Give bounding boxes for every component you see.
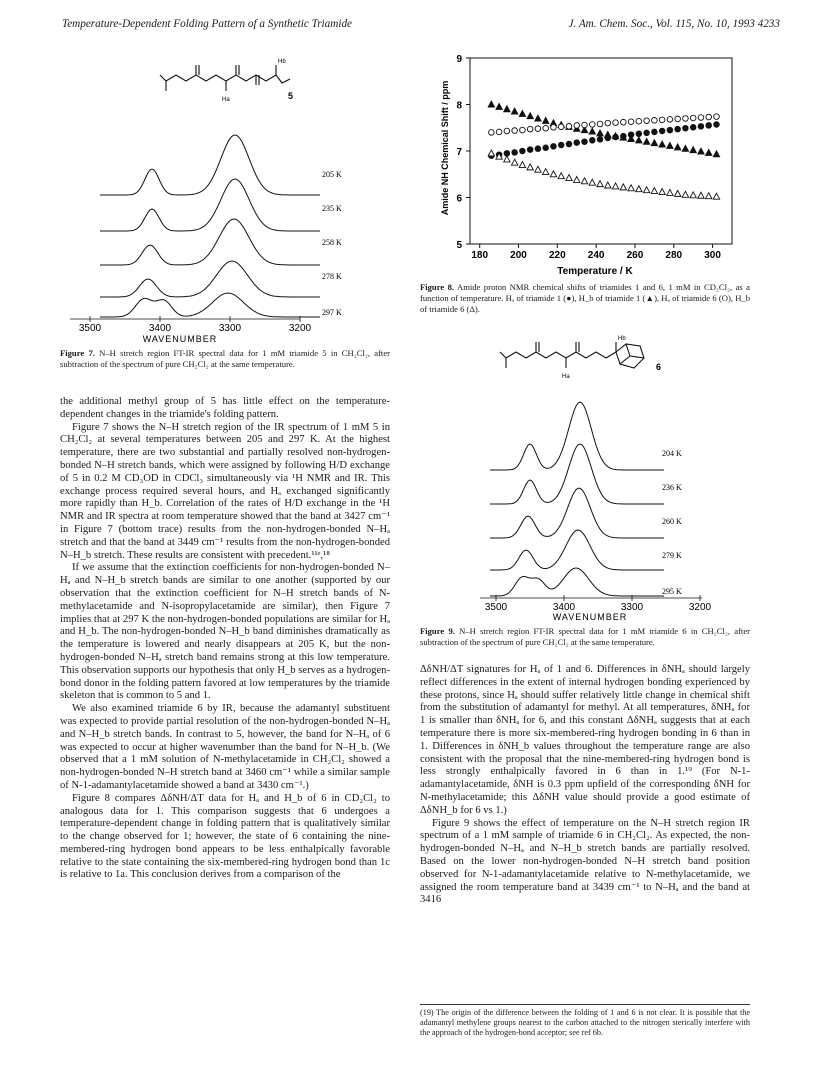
data-point-open-triangle [628, 185, 634, 191]
data-point-filled-circle [675, 126, 681, 132]
data-point-filled-triangle [542, 117, 548, 123]
data-point-filled-circle [597, 137, 603, 143]
data-point-open-circle [535, 126, 541, 132]
left-column [60, 396, 390, 882]
data-point-filled-triangle [682, 145, 688, 151]
right-column [420, 664, 750, 907]
data-point-filled-circle [543, 145, 549, 151]
data-point-open-circle [628, 119, 634, 125]
data-point-filled-circle [535, 146, 541, 152]
data-point-open-triangle [706, 193, 712, 199]
data-point-open-circle [489, 130, 495, 136]
data-point-filled-triangle [504, 106, 510, 112]
data-point-open-triangle [597, 181, 603, 187]
data-point-open-circle [504, 128, 510, 134]
x-tick-label: 180 [471, 250, 489, 261]
data-point-filled-triangle [651, 140, 657, 146]
x-tick-label: 240 [587, 250, 605, 261]
y-axis-label: Amide NH Chemical Shift / ppm [440, 80, 450, 216]
data-point-open-circle [683, 116, 689, 122]
data-point-filled-triangle [706, 149, 712, 155]
axis-tick: 3300 [218, 323, 242, 334]
data-point-filled-triangle [519, 110, 525, 116]
data-point-filled-triangle [535, 115, 541, 121]
data-point-open-triangle [581, 178, 587, 184]
data-point-filled-circle [659, 128, 665, 134]
data-point-filled-triangle [488, 101, 494, 107]
data-point-open-triangle [674, 190, 680, 196]
data-point-open-triangle [527, 164, 533, 170]
trace-label: 236 K [662, 483, 682, 492]
figure-7-caption [60, 348, 390, 370]
data-point-open-circle [543, 125, 549, 131]
data-point-open-circle [512, 128, 518, 134]
x-axis-label: Temperature / K [557, 266, 633, 277]
ir-trace [100, 135, 320, 195]
trace-label: 258 K [322, 238, 342, 247]
data-point-open-triangle [690, 192, 696, 198]
figure-7 [60, 45, 400, 345]
figure-9-caption [420, 626, 750, 648]
data-point-open-triangle [713, 193, 719, 199]
data-point-open-circle [667, 117, 673, 123]
axis-tick: 3400 [148, 323, 172, 334]
data-point-open-circle [652, 118, 658, 124]
running-header-title: Temperature-Dependent Folding Pattern of a Synthetic Triamide [62, 18, 353, 30]
ir-trace [490, 530, 664, 570]
y-tick-label: 9 [456, 54, 462, 65]
data-point-open-triangle [589, 179, 595, 185]
data-point-filled-triangle [713, 151, 719, 157]
data-point-filled-circle [558, 142, 564, 148]
data-point-filled-triangle [690, 147, 696, 153]
data-point-open-circle [605, 120, 611, 126]
axis-tick: 3500 [78, 323, 102, 334]
ir-trace [100, 261, 320, 297]
figure-9 [430, 330, 760, 620]
ir-trace [490, 402, 664, 470]
data-point-filled-circle [566, 141, 572, 147]
data-point-filled-triangle [698, 148, 704, 154]
data-point-open-triangle [504, 156, 510, 162]
data-point-filled-circle [551, 144, 557, 150]
data-point-filled-triangle [597, 130, 603, 136]
atom-label-hb: Hb [618, 336, 626, 342]
data-point-open-triangle [542, 169, 548, 175]
data-point-open-circle [496, 129, 502, 135]
data-point-open-triangle [558, 173, 564, 179]
data-point-open-circle [574, 123, 580, 129]
trace-label: 235 K [322, 204, 342, 213]
data-point-filled-circle [667, 127, 673, 133]
caption-label: Figure 7. [60, 348, 95, 358]
trace-label: 279 K [662, 551, 682, 560]
paragraph: the additional methyl group of 5 has little effect on the temperature-dependent changes in the triamide's folding pattern. [60, 396, 390, 420]
data-point-open-circle [675, 116, 681, 122]
data-point-open-circle [597, 121, 603, 127]
paragraph: We also examined triamide 6 by IR, because the adamantyl substituent was expected to provide partial resolution of the non-hydrogen-bonded N–Hₐ and N–H_b stretch bands. In contrast to 5, however, the band for N–Hₐ of 6 was expected to occur at higher wavenumber than the band for N–H_b. (We observed that a 1 mM solution of N-methylacetamide in CH₂Cl₂ showed a non-hydrogen-bonded N–H stretch band at 3460 cm⁻¹ while a similar sample of N-1-adamantylacetamide showed a band at 3430 cm⁻¹.) [60, 703, 390, 791]
data-point-filled-circle [636, 131, 642, 137]
data-point-filled-circle [714, 122, 720, 128]
axis-tick: 3300 [620, 602, 644, 613]
data-point-open-triangle [511, 159, 517, 165]
data-point-open-circle [527, 126, 533, 132]
caption-text: Amide proton NMR chemical shifts of triamides 1 and 6, 1 mM in CD₂Cl₂, as a function of temperature. Hₐ of triamide 1 (●), H_b of triamide 1 (▲), Hₐ of triamide 6 (O), H_b of triamide 6 (Δ). [420, 282, 750, 314]
data-point-open-circle [706, 114, 712, 120]
data-point-filled-circle [644, 130, 650, 136]
x-tick-label: 260 [626, 250, 644, 261]
axis-tick: 3200 [288, 323, 312, 334]
axis-tick: 3200 [688, 602, 712, 613]
data-point-filled-circle [706, 123, 712, 129]
data-point-open-circle [558, 124, 564, 130]
x-tick-label: 220 [548, 250, 566, 261]
atom-label-ha: Ha [562, 374, 570, 380]
atom-label-hb: Hb [278, 59, 286, 65]
paragraph: ΔδNH/ΔT signatures for Hₐ of 1 and 6. Differences in δNHₐ should largely reflect differences in the extent of internal hydrogen bonding experienced by these protons, since Hₐ should suffer relatively little change in chemical shift from the substitution of adamantyl for methyl. At all temperatures, δNHₐ for 1 is smaller than δNHₐ for 6, and this constant ΔδNHₐ suggests that at each temperature there is more six-membered-ring hydrogen bonding in 6 than in 1. Differences in δNH_b values throughout the temperature range are also consistent with the proposal that the nine-membered-ring hydrogen bond is less strongly enthalpically favored in 6 than in 1.¹⁹ (For N-1-adamantylacetamide, δNH is 0.3 ppm upfield of the corresponding δNH for N-methylacetamide; this ΔδNH value should provide a good estimate of ΔδNH_b for 6 vs 1.) [420, 664, 750, 816]
data-point-open-circle [714, 114, 720, 120]
data-point-filled-triangle [527, 113, 533, 119]
ir-trace [490, 444, 664, 504]
data-point-filled-triangle [659, 141, 665, 147]
data-point-filled-circle [589, 138, 595, 144]
data-point-open-circle [644, 118, 650, 124]
data-point-filled-triangle [643, 138, 649, 144]
y-tick-label: 7 [456, 147, 462, 158]
ir-trace [100, 219, 320, 265]
data-point-open-triangle [659, 189, 665, 195]
data-point-filled-triangle [667, 142, 673, 148]
data-point-open-triangle [566, 175, 572, 181]
axis-label: WAVENUMBER [552, 612, 628, 620]
compound-number: 5 [288, 91, 294, 101]
x-tick-label: 280 [665, 250, 683, 261]
trace-label: 204 K [662, 449, 682, 458]
running-header-journal: J. Am. Chem. Soc., Vol. 115, No. 10, 1993 4233 [568, 18, 780, 30]
data-point-open-circle [636, 118, 642, 124]
data-point-open-triangle [612, 183, 618, 189]
axis-tick: 3500 [484, 602, 508, 613]
data-point-filled-circle [520, 148, 526, 154]
data-point-open-circle [566, 124, 572, 130]
compound-number: 6 [656, 362, 662, 372]
data-point-filled-circle [512, 150, 518, 156]
axis-label: WAVENUMBER [142, 334, 218, 344]
axis-tick: 3400 [552, 602, 576, 613]
data-point-open-triangle [698, 192, 704, 198]
data-point-filled-circle [582, 139, 588, 145]
data-point-filled-triangle [589, 128, 595, 134]
figure-8-chart [420, 48, 740, 278]
trace-label: 260 K [662, 517, 682, 526]
caption-label: Figure 8. [420, 282, 455, 292]
trace-label: 205 K [322, 170, 342, 179]
footnote-19: (19) The origin of the difference between the folding of 1 and 6 is not clear. It is possible that the adamantyl methylene groups nearest to the carbon attached to the nitrogen sterically interfere with the approach of the hydrogen-bond acceptor; see ref 6b. [420, 1008, 750, 1037]
data-point-open-circle [589, 122, 595, 128]
data-point-open-circle [551, 124, 557, 130]
data-point-open-triangle [535, 166, 541, 172]
ir-traces [100, 135, 320, 317]
ir-trace [490, 568, 664, 596]
trace-label: 295 K [662, 587, 682, 596]
footnote-rule [420, 1004, 750, 1005]
data-point-open-triangle [605, 182, 611, 188]
data-point-open-circle [690, 115, 696, 121]
y-tick-label: 8 [456, 100, 462, 112]
data-point-filled-triangle [605, 131, 611, 137]
triamide-6-structure [500, 342, 644, 368]
x-tick-label: 200 [510, 250, 527, 261]
data-point-filled-circle [574, 140, 580, 146]
data-point-filled-triangle [674, 144, 680, 150]
data-point-open-triangle [550, 171, 556, 177]
ir-traces [490, 402, 664, 596]
y-tick-label: 5 [456, 240, 462, 251]
data-point-open-triangle [574, 176, 580, 182]
paragraph: If we assume that the extinction coefficients for non-hydrogen-bonded N–Hₐ and N–H_b stretch bands are similar to one another (supported by our observation that the extinction coefficient for N–H stretch bands of N-methylacetamide and N-isopropylacetamide are similar), then Figure 7 implies that at 297 K the non-hydrogen-bonded populations are similar for Hₐ and H_b. The non-hydrogen-bonded N–H_b band diminishes dramatically as the temperature is lowered and nearly disappears at 205 K, but the non-hydrogen-bonded N–Hₐ stretch band remains strong at this low temperature. This observation supports our hypothesis that only H_b serves as a hydrogen-bond donor in the folding pattern favored at low temperatures by the triamide skeleton that is common to 5 and 1. [60, 562, 390, 702]
caption-label: Figure 9. [420, 626, 455, 636]
paragraph: Figure 8 compares ΔδNH/ΔT data for Hₐ and H_b of 6 in CD₂Cl₂ to analogous data for 1. This comparison suggests that 6 undergoes a temperature-dependent change in folding pattern that is qualitatively similar to the change observed for 1; however, the state of 6 containing the nine-membered-ring hydrogen bond appears to be less enthalpically favorable relative to the state containing the six-membered-ring hydrogen bond than 1c is relative to 1a. This conclusion derives from a comparison of the [60, 792, 390, 881]
data-point-open-circle [659, 117, 665, 123]
data-point-open-circle [582, 122, 588, 128]
data-point-filled-circle [652, 129, 658, 135]
data-point-filled-triangle [636, 137, 642, 143]
data-point-open-circle [621, 119, 627, 125]
data-point-open-triangle [519, 162, 525, 168]
trace-label: 297 K [322, 308, 342, 317]
y-tick-label: 6 [456, 193, 462, 205]
data-point-open-circle [698, 115, 704, 121]
data-point-open-triangle [651, 188, 657, 194]
data-point-filled-triangle [511, 108, 517, 114]
data-point-open-triangle [636, 186, 642, 192]
x-tick-label: 300 [704, 250, 721, 261]
data-point-open-circle [520, 127, 526, 133]
data-point-open-triangle [620, 184, 626, 190]
data-point-filled-triangle [496, 103, 502, 109]
data-point-open-triangle [667, 189, 673, 195]
data-point-open-triangle [643, 187, 649, 193]
data-point-filled-circle [683, 125, 689, 131]
paragraph: Figure 7 shows the N–H stretch region of the IR spectrum of 1 mM 5 in CH₂Cl₂ at several temperatures between 205 and 297 K. At the highest temperature, there are two substantial and partially resolved non-hydrogen-bonded N–H stretch bands, which were assigned by following H/D exchange of 5 in 0.2 M CD₃OD in CDCl₃ simultaneously via ¹H NMR and IR. This exchange process required several hours, and Hₐ exchanged significantly more rapidly than H_b. Correlation of the rates of H/D exchange in the ¹H NMR and IR spectra at room temperature showed that the band at 3427 cm⁻¹ in Figure 7 (bottom trace) results from the non-hydrogen-bonded N–Hₐ stretch and that the band at 3449 cm⁻¹ results from the non-hydrogen-bonded N–H_b stretch. These results are consistent with precedent.¹¹ᵉ,¹⁸ [60, 421, 390, 561]
data-point-open-circle [613, 120, 619, 126]
caption-text: N–H stretch region FT-IR spectral data for 1 mM triamide 5 in CH₂Cl₂, after subtraction of the spectrum of pure CH₂Cl₂ at the same temperature. [60, 348, 390, 369]
data-point-filled-circle [690, 124, 696, 130]
data-point-filled-circle [527, 147, 533, 153]
ir-trace [100, 179, 320, 231]
data-point-open-triangle [488, 150, 494, 156]
triamide-5-structure [160, 65, 290, 91]
data-point-open-triangle [682, 191, 688, 197]
paragraph: Figure 9 shows the effect of temperature on the N–H stretch region IR spectrum of a 1 mM sample of triamide 6 in CH₂Cl₂. As expected, the non-hydrogen-bonded N–Hₐ and N–H_b stretch bands are partially resolved. Based on the lower non-hydrogen-bonded N–H stretch band position observed for N-1-adamantylacetamide relative to N-methylacetamide, we assigned the room temperature band at 3439 cm⁻¹ to N–Hₐ and the band at 3416 [420, 817, 750, 906]
figure-8-caption [420, 282, 750, 315]
trace-label: 278 K [322, 272, 342, 281]
caption-text: N–H stretch region FT-IR spectral data for 1 mM triamide 6 in CH₂Cl₂, after subtraction of the spectrum of pure CH₂Cl₂ at the same temperature. [420, 626, 750, 647]
data-point-filled-circle [698, 124, 704, 130]
atom-label-ha: Ha [222, 97, 230, 103]
